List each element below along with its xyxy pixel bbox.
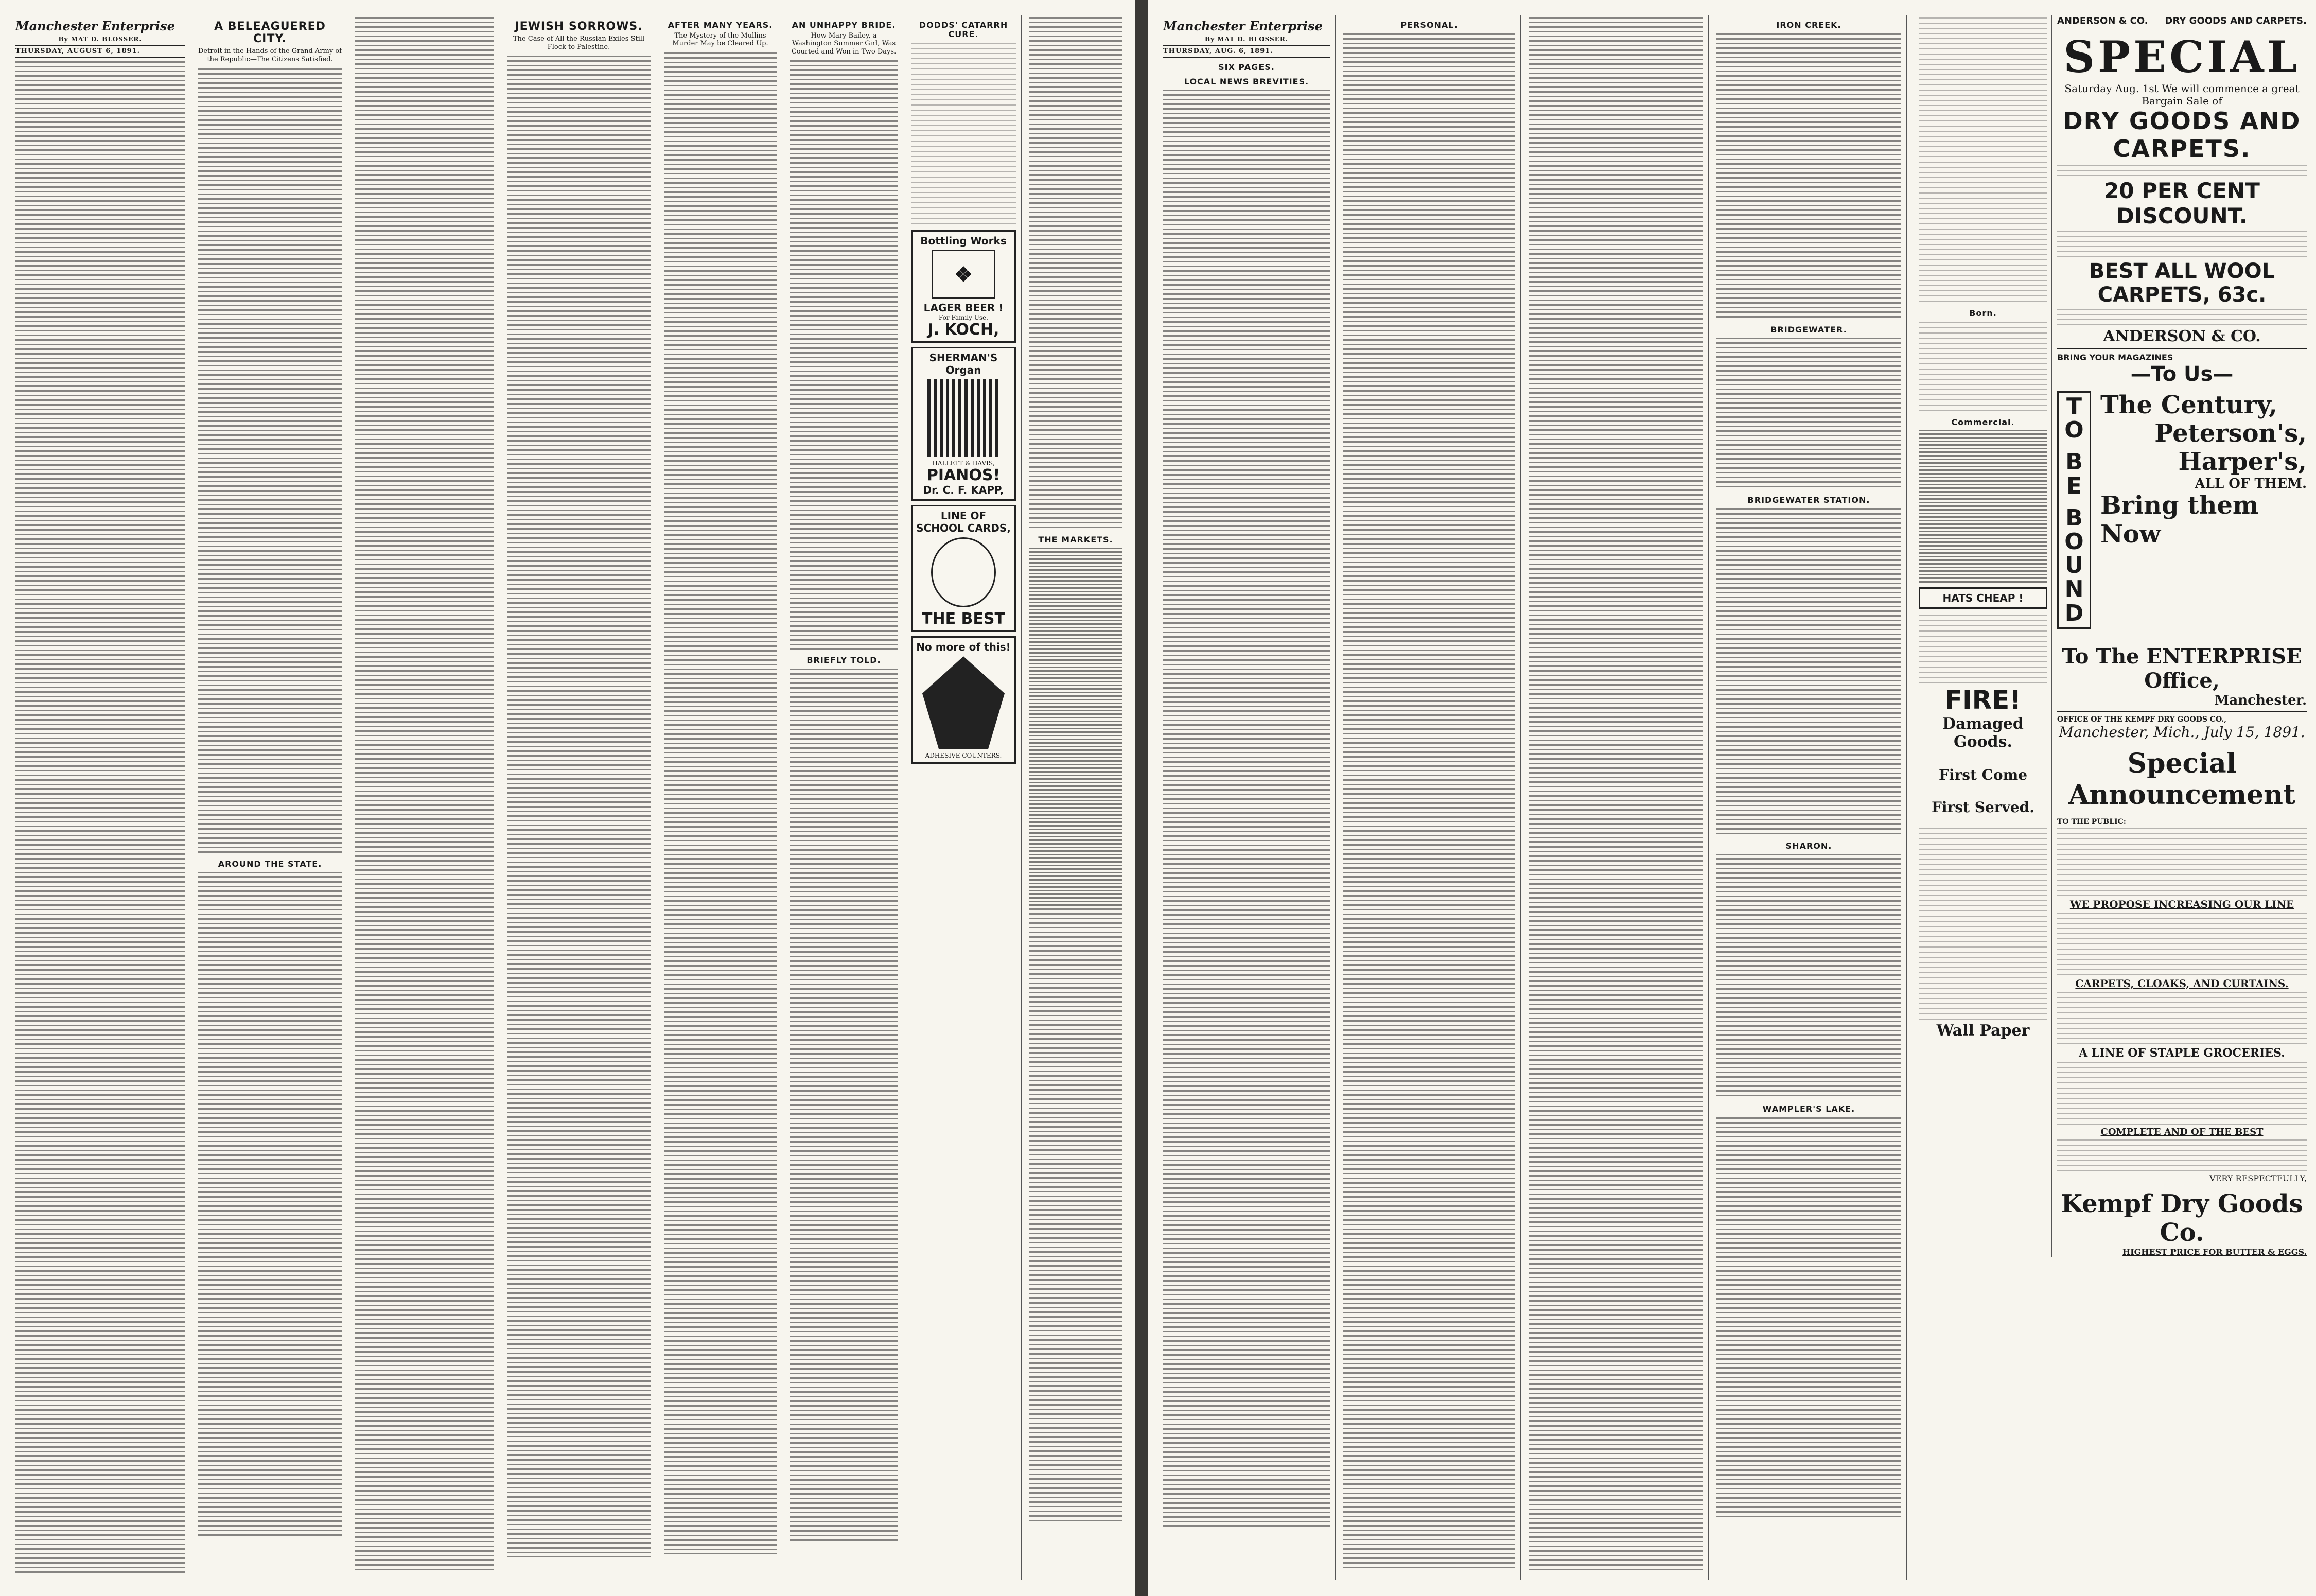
- article-text: [1163, 88, 1330, 1529]
- ad-text: [2057, 163, 2307, 178]
- hallett-davis: HALLETT & DAVIS,: [932, 460, 995, 467]
- very-respectfully: VERY RESPECTFULLY,: [2209, 1173, 2307, 1183]
- markets-table: [1029, 547, 1122, 907]
- ad-text: [911, 41, 1016, 226]
- kapp-name: Dr. C. F. KAPP,: [923, 484, 1004, 497]
- section-wamplers-lake: WAMPLER'S LAKE.: [1762, 1104, 1855, 1114]
- to-the-public: TO THE PUBLIC:: [2057, 817, 2126, 826]
- damaged-goods: Damaged Goods.: [1942, 715, 2024, 751]
- complete-best: COMPLETE AND OF THE BEST: [2100, 1126, 2264, 1137]
- first-served: First Served.: [1932, 799, 2034, 816]
- article-text: [1716, 336, 1901, 490]
- article-text: [790, 59, 898, 651]
- headline-after-many-years: AFTER MANY YEARS.: [668, 20, 773, 30]
- article-text: [15, 60, 185, 1573]
- right-ad-column: [1915, 15, 2311, 1580]
- left-column-5: [659, 15, 782, 1580]
- special-heading: SPECIAL: [2063, 31, 2301, 82]
- enterprise-office: To The ENTERPRISE Office,: [2062, 644, 2302, 693]
- hats-ad: [1919, 587, 2047, 609]
- organ-piano-ad: [911, 347, 1016, 501]
- staple-groceries: A LINE OF STAPLE GROCERIES.: [2079, 1046, 2285, 1060]
- fire-heading: FIRE!: [1944, 685, 2022, 715]
- article-text: [1716, 32, 1901, 320]
- kempf-date-line: Manchester, Mich., July 15, 1891.: [2059, 723, 2305, 741]
- headline-jewish-sorrows: JEWISH SORROWS.: [515, 20, 643, 33]
- first-come: First Come: [1938, 766, 2028, 784]
- magazine-titles: [2091, 391, 2307, 629]
- ad-text: [2057, 826, 2307, 898]
- article-text: [198, 67, 342, 854]
- anderson-category: DRY GOODS AND CARPETS.: [2165, 15, 2307, 26]
- article-text: [790, 667, 898, 1542]
- small-notices-column: [1919, 15, 2052, 1257]
- article-text: [1029, 907, 1122, 1524]
- left-newspaper-page: [0, 0, 1136, 1596]
- subhead-unhappy-bride: How Mary Bailey, a Washington Summer Girl, Was Courted and Won in Two Days.: [791, 31, 897, 56]
- magazine-row: [2057, 391, 2307, 629]
- left-column-2: [193, 15, 347, 1580]
- bring-them-now: Bring them Now: [2100, 491, 2259, 549]
- brewery-logo-icon: ❖: [932, 250, 995, 299]
- anderson-signature: ANDERSON & CO.: [2103, 327, 2261, 345]
- magazine-peterson: Peterson's,: [2154, 419, 2307, 448]
- wall-paper: Wall Paper: [1936, 1022, 2030, 1040]
- masthead-left: Manchester Enterprise: [15, 19, 175, 33]
- ad-text: [2057, 307, 2307, 327]
- school-cards-title: LINE OF SCHOOL CARDS,: [916, 510, 1011, 535]
- family-use-label: For Family Use.: [939, 314, 988, 322]
- counters-label: ADHESIVE COUNTERS.: [925, 752, 1002, 760]
- section-bridgewater-station: BRIDGEWATER STATION.: [1747, 495, 1870, 505]
- increasing-line: WE PROPOSE INCREASING OUR LINE: [2069, 898, 2294, 910]
- left-column-8: [1024, 15, 1127, 1580]
- bring-magazines: BRING YOUR MAGAZINES: [2057, 353, 2173, 362]
- umbrella-illustration-icon: [922, 656, 1005, 749]
- article-text: [1716, 507, 1901, 836]
- ad-text: [2057, 1060, 2307, 1127]
- all-of-them: ALL OF THEM.: [2195, 476, 2307, 492]
- main-ad-column: [2057, 15, 2307, 1257]
- kempf-office-line: OFFICE OF THE KEMPF DRY GOODS CO.,: [2057, 715, 2227, 724]
- organ-title: SHERMAN'S Organ: [929, 352, 998, 377]
- left-column-6: [785, 15, 903, 1580]
- manchester-label: Manchester.: [2214, 692, 2307, 708]
- market-prices-table: [1919, 429, 2047, 583]
- flower-illustration-icon: [931, 537, 996, 607]
- ad-text: [2057, 229, 2307, 259]
- article-text: [664, 51, 777, 1554]
- right-column-1: [1158, 15, 1336, 1580]
- school-cards-ad: [911, 505, 1016, 632]
- byline-right: By MAT D. BLOSSER.: [1204, 36, 1289, 43]
- article-text: [507, 54, 651, 1557]
- magazine-century: The Century,: [2100, 391, 2277, 419]
- right-newspaper-page: [1148, 0, 2316, 1596]
- commercial-heading: Commercial.: [1951, 417, 2015, 427]
- ad-text: [2057, 910, 2307, 977]
- section-personal: PERSONAL.: [1400, 20, 1458, 30]
- headline-unhappy-bride: AN UNHAPPY BRIDE.: [792, 20, 896, 30]
- to-us: —To Us—: [2130, 362, 2234, 386]
- notice-text: [1919, 15, 2047, 304]
- special-announcement: Special Announcement: [2068, 747, 2295, 811]
- left-column-4: [502, 15, 656, 1580]
- article-text: [1716, 1116, 1901, 1517]
- left-column-7-ads: [906, 15, 1022, 1580]
- dateline-right: THURSDAY, AUG. 6, 1891.: [1163, 45, 1330, 58]
- bottling-works-title: Bottling Works: [920, 235, 1007, 248]
- headline-catarrh-cure: DODDS' CATARRH CURE.: [919, 20, 1008, 39]
- article-text: [355, 15, 494, 1570]
- section-iron-creek: IRON CREEK.: [1776, 20, 1841, 30]
- masthead-right: Manchester Enterprise: [1163, 19, 1323, 33]
- notice-text: [1919, 826, 2047, 1022]
- carpets-cloaks-curtains: CARPETS, CLOAKS, AND CURTAINS.: [2075, 977, 2289, 990]
- article-text: [1343, 32, 1515, 1571]
- notice-text: [1919, 613, 2047, 685]
- ad-text: [2057, 1137, 2307, 1173]
- organ-illustration-icon: [927, 379, 999, 457]
- magazine-harpers: Harper's,: [2178, 447, 2307, 477]
- pianos-label: PIANOS!: [926, 466, 1001, 485]
- subhead-after-many-years: The Mystery of the Mullins Murder May be Cleared Up.: [672, 31, 768, 48]
- rubber-boot-ad: [911, 636, 1016, 764]
- page-gutter: [1135, 0, 1148, 1596]
- anderson-header: [2057, 15, 2307, 26]
- right-column-3: [1523, 15, 1709, 1580]
- article-text: [1716, 852, 1901, 1099]
- six-pages-label: SIX PAGES.: [1218, 62, 1275, 72]
- bottling-works-ad: [911, 230, 1016, 343]
- subhead-beleaguered-city: Detroit in the Hands of the Grand Army of the Republic—The Citizens Satisfied.: [198, 47, 342, 63]
- right-column-2: [1338, 15, 1521, 1580]
- no-more-label: No more of this!: [916, 641, 1011, 654]
- dateline-left: THURSDAY, AUGUST 6, 1891.: [15, 45, 185, 58]
- lager-beer-label: LAGER BEER !: [923, 302, 1004, 314]
- section-briefly-told: BRIEFLY TOLD.: [806, 655, 881, 665]
- byline-left: By MAT D. BLOSSER.: [58, 36, 142, 43]
- kempf-company: Kempf Dry Goods Co.: [2061, 1189, 2303, 1247]
- discount-line: 20 PER CENT DISCOUNT.: [2104, 178, 2260, 229]
- butter-eggs-line: HIGHEST PRICE FOR BUTTER & EGGS.: [2122, 1247, 2307, 1257]
- to-be-bound-vertical: T O B E B O U N D: [2057, 391, 2091, 629]
- article-text: [198, 870, 342, 1539]
- section-the-markets: THE MARKETS.: [1038, 535, 1113, 545]
- dry-goods-carpets: DRY GOODS AND CARPETS.: [2063, 107, 2301, 163]
- ad-text: [2057, 990, 2307, 1046]
- section-local-news: LOCAL NEWS BREVITIES.: [1184, 76, 1309, 86]
- left-column-3: [350, 15, 499, 1580]
- section-bridgewater: BRIDGEWATER.: [1770, 324, 1847, 335]
- subhead-jewish-sorrows: The Case of All the Russian Exiles Still Flock to Palestine.: [513, 35, 645, 51]
- koch-name: J. KOCH,: [927, 321, 999, 339]
- hats-cheap: HATS CHEAP !: [1942, 592, 2024, 605]
- left-column-1: [10, 15, 190, 1580]
- article-text: [1529, 15, 1703, 1570]
- article-text: [1029, 15, 1122, 530]
- born-heading: Born.: [1969, 308, 1997, 318]
- anderson-company: ANDERSON & CO.: [2057, 15, 2148, 26]
- right-column-4: [1711, 15, 1907, 1580]
- the-best-label: THE BEST: [922, 610, 1005, 628]
- headline-beleaguered-city: A BELEAGUERED CITY.: [214, 20, 326, 46]
- bargain-sale-line: Saturday Aug. 1st We will commence a great Bargain Sale of: [2064, 82, 2300, 107]
- wool-carpets-line: BEST ALL WOOL CARPETS, 63c.: [2089, 259, 2275, 307]
- notice-text: [1919, 320, 2047, 413]
- section-sharon: SHARON.: [1785, 840, 1832, 851]
- section-around-the-state: AROUND THE STATE.: [218, 858, 322, 869]
